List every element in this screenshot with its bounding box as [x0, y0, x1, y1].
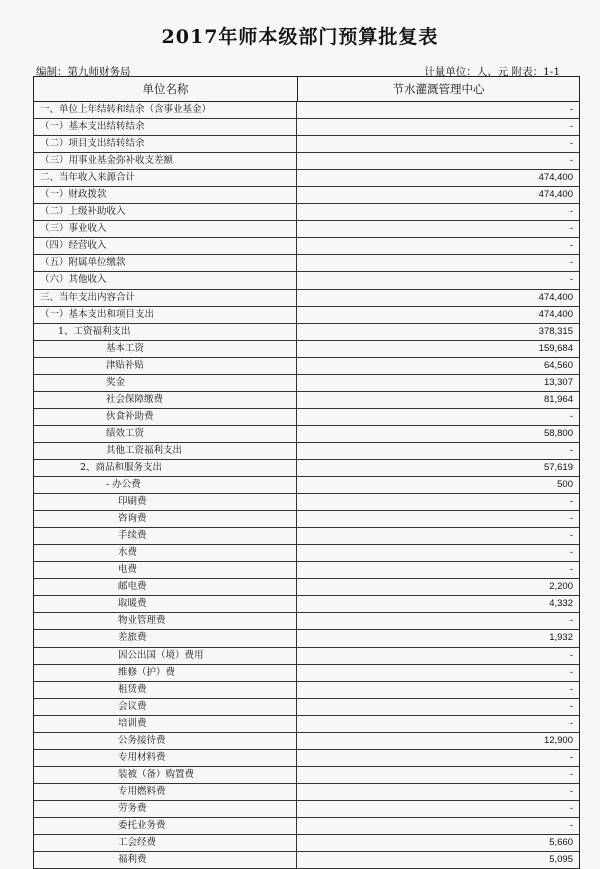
table-row — [34, 528, 579, 545]
row-name: （三）事业收入 — [34, 221, 297, 237]
table-row — [34, 630, 579, 647]
row-name: 水费 — [34, 545, 297, 561]
row-value: - — [569, 751, 573, 763]
row-value: 2,200 — [549, 581, 573, 593]
row-value: - — [569, 530, 573, 542]
table-row — [34, 136, 579, 153]
row-value: 500 — [557, 479, 573, 491]
table-row — [34, 545, 579, 562]
table-row — [34, 272, 579, 289]
table-header — [34, 77, 579, 102]
row-name: （三）用事业基金弥补收支差额 — [34, 153, 297, 169]
row-name: （一）基本支出和项目支出 — [34, 307, 297, 323]
table-row — [34, 477, 579, 494]
row-name: 培训费 — [34, 716, 297, 732]
row-name: 专用材料费 — [34, 750, 297, 766]
row-value: - — [569, 206, 573, 218]
table-row — [34, 392, 579, 409]
table-row — [34, 682, 579, 699]
row-name: 装被（备）购置费 — [34, 767, 297, 783]
table-row — [34, 221, 579, 238]
table-row — [34, 648, 579, 665]
row-value: - — [569, 785, 573, 797]
row-value: 58,800 — [543, 427, 573, 439]
row-value: 57,619 — [543, 461, 573, 473]
table-row — [34, 204, 579, 221]
table-row — [34, 562, 579, 579]
table-row — [34, 290, 579, 307]
row-value: - — [569, 564, 573, 576]
row-name: 手续费 — [34, 528, 297, 544]
row-name: 印刷费 — [34, 494, 297, 510]
row-value: - — [569, 240, 573, 252]
row-name: 专用燃料费 — [34, 784, 297, 800]
table-row — [34, 102, 579, 119]
row-value: - — [569, 683, 573, 695]
row-value: 5,095 — [549, 854, 573, 866]
page-title: 2017年师本级部门预算批复表 — [161, 26, 439, 48]
row-name: （一）财政拨款 — [34, 187, 297, 203]
row-value: - — [569, 649, 573, 661]
row-name: 一、单位上年结转和结余（含事业基金） — [34, 102, 297, 118]
row-value: - — [569, 819, 573, 831]
row-name: 津贴补贴 — [34, 358, 297, 374]
table-row — [34, 579, 579, 596]
row-value: - — [569, 547, 573, 559]
row-name: 电费 — [34, 562, 297, 578]
table-row — [34, 835, 579, 852]
table-row — [34, 426, 579, 443]
row-value: - — [569, 513, 573, 525]
row-name: 取暖费 — [34, 596, 297, 612]
row-name: 公务接待费 — [34, 733, 297, 749]
row-value: - — [569, 666, 573, 678]
row-value: 4,332 — [549, 598, 573, 610]
column-header-value: 节水灌溉管理中心 — [392, 82, 485, 96]
table-body — [34, 102, 579, 869]
row-name: 三、当年支出内容合计 — [34, 290, 297, 306]
row-name: （四）经营收入 — [34, 238, 297, 254]
row-name: 伙食补助费 — [34, 409, 297, 425]
table-row — [34, 716, 579, 733]
row-value: 12,900 — [543, 734, 573, 746]
row-name: 维修（护）费 — [34, 665, 297, 681]
row-name: 奖金 — [34, 375, 297, 391]
row-value: - — [569, 274, 573, 286]
row-name: （二）上级补助收入 — [34, 204, 297, 220]
table-row — [34, 358, 579, 375]
table-row — [34, 733, 579, 750]
row-name: 福利费 — [34, 852, 297, 868]
table-row — [34, 375, 579, 392]
row-name: 邮电费 — [34, 579, 297, 595]
row-value: 378,315 — [538, 325, 573, 337]
row-name: 租赁费 — [34, 682, 297, 698]
table-row — [34, 324, 579, 341]
row-name: 社会保障缴费 — [34, 392, 297, 408]
table-row — [34, 238, 579, 255]
table-row — [34, 409, 579, 426]
row-value: - — [569, 768, 573, 780]
table-row — [34, 596, 579, 613]
row-value: - — [569, 410, 573, 422]
row-name: 2、商品和服务支出 — [34, 460, 297, 476]
row-value: 474,400 — [538, 308, 573, 320]
row-value: - — [569, 717, 573, 729]
row-value: - — [569, 615, 573, 627]
row-value: 159,684 — [538, 342, 573, 354]
row-name: - 办公费 — [34, 477, 297, 493]
table-row — [34, 767, 579, 784]
row-name: 会议费 — [34, 699, 297, 715]
row-name: 工会经费 — [34, 835, 297, 851]
table-row — [34, 665, 579, 682]
row-value: - — [569, 138, 573, 150]
row-name: 咨询费 — [34, 511, 297, 527]
table-row — [34, 818, 579, 835]
row-value: - — [569, 444, 573, 456]
row-value: 474,400 — [538, 172, 573, 184]
row-value: 1,932 — [549, 632, 573, 644]
row-name: 物业管理费 — [34, 613, 297, 629]
table-row — [34, 460, 579, 477]
table-row — [34, 187, 579, 204]
unit-info-label: 计量单位：人、元 附表：1-1 — [424, 66, 560, 78]
row-name: 其他工资福利支出 — [34, 443, 297, 459]
table-row — [34, 443, 579, 460]
table-row — [34, 494, 579, 511]
row-name: 差旅费 — [34, 630, 297, 646]
row-name: （六）其他收入 — [34, 272, 297, 288]
table-row — [34, 750, 579, 767]
compiler-label: 编制：第九师财务局 — [36, 66, 131, 78]
row-name: 绩效工资 — [34, 426, 297, 442]
table-row — [34, 613, 579, 630]
row-name: 委托业务费 — [34, 818, 297, 834]
table-row — [34, 255, 579, 272]
row-name: 因公出国（境）费用 — [34, 648, 297, 664]
row-value: 81,964 — [543, 393, 573, 405]
row-value: 5,660 — [549, 837, 573, 849]
column-header-name: 单位名称 — [34, 77, 298, 101]
table-row — [34, 170, 579, 187]
row-name: （二）项目支出结转结余 — [34, 136, 297, 152]
table-row — [34, 153, 579, 170]
budget-table — [33, 76, 580, 869]
row-value: 474,400 — [538, 189, 573, 201]
table-row — [34, 801, 579, 818]
row-value: - — [569, 802, 573, 814]
row-value: - — [569, 496, 573, 508]
table-row — [34, 784, 579, 801]
table-row — [34, 119, 579, 136]
row-value: - — [569, 700, 573, 712]
row-name: （一）基本支出结转结余 — [34, 119, 297, 135]
row-name: （五）附属单位缴款 — [34, 255, 297, 271]
row-value: - — [569, 155, 573, 167]
row-name: 二、当年收入来源合计 — [34, 170, 297, 186]
row-value: 13,307 — [543, 376, 573, 388]
row-value: - — [569, 257, 573, 269]
row-name: 劳务费 — [34, 801, 297, 817]
row-value: 64,560 — [543, 359, 573, 371]
row-value: - — [569, 104, 573, 115]
table-row — [34, 511, 579, 528]
row-name: 1、工资福利支出 — [34, 324, 297, 340]
row-value: - — [569, 121, 573, 133]
row-name: 基本工资 — [34, 341, 297, 357]
row-value: 474,400 — [538, 291, 573, 303]
row-value: - — [569, 223, 573, 235]
table-row — [34, 699, 579, 716]
table-row — [34, 341, 579, 358]
table-row — [34, 307, 579, 324]
